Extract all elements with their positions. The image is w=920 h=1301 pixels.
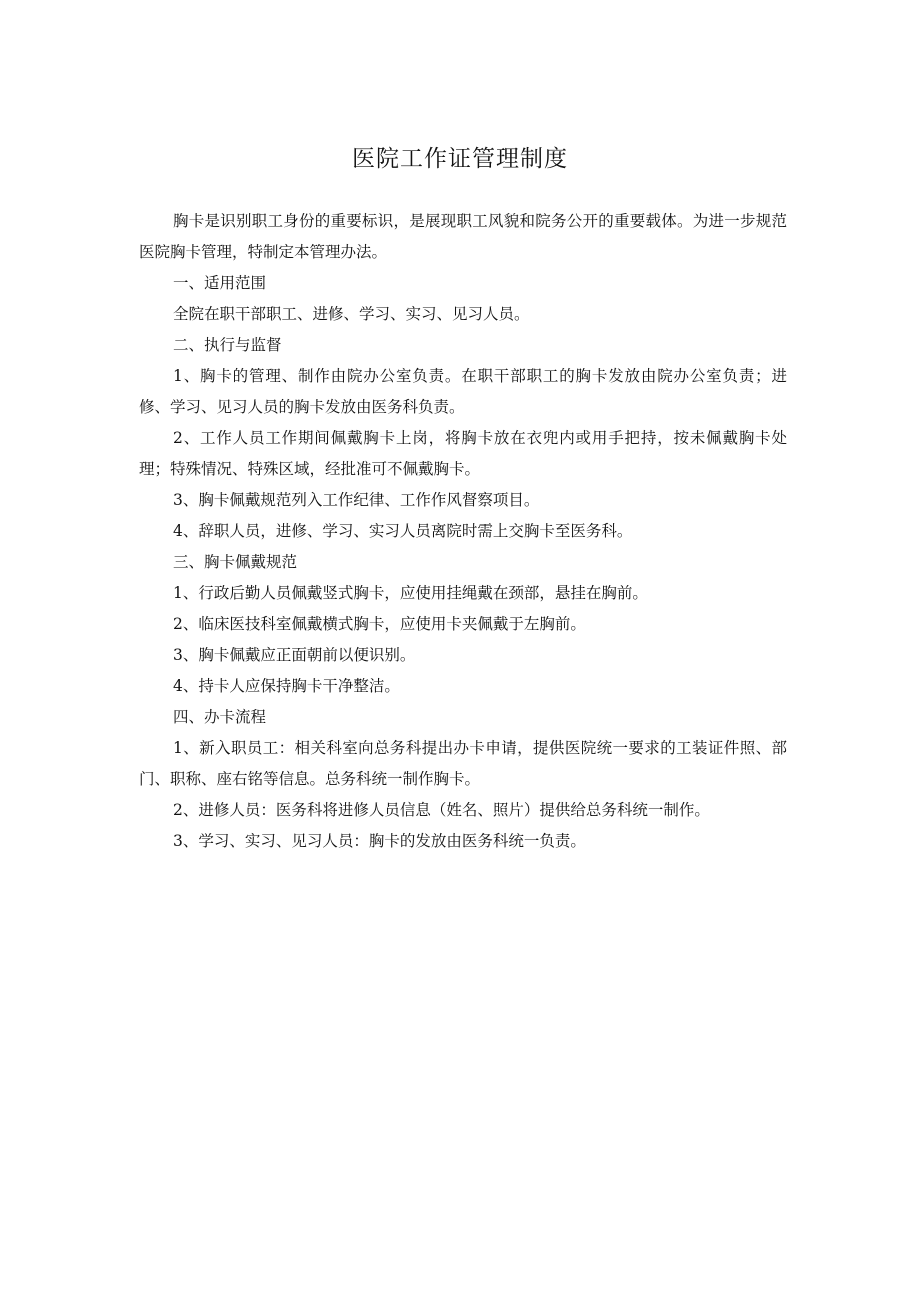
- section-heading-scope: 一、适用范围: [173, 274, 267, 292]
- intro-paragraph: 胸卡是识别职工身份的重要标识，是展现职工风貌和院务公开的重要载体。为进一步规范医院胸卡管理，特制定本管理办法。: [139, 212, 787, 261]
- execution-item-1: 1、胸卡的管理、制作由院办公室负责。在职干部职工的胸卡发放由院办公室负责；进修、学习、见习人员的胸卡发放由医务科负责。: [139, 367, 787, 416]
- wearing-item-2: 2、临床医技科室佩戴横式胸卡，应使用卡夹佩戴于左胸前。: [173, 615, 586, 633]
- scope-paragraph: 全院在职干部职工、进修、学习、实习、见习人员。: [173, 305, 530, 323]
- section-heading-process: 四、办卡流程: [173, 708, 267, 726]
- execution-item-2: 2、工作人员工作期间佩戴胸卡上岗，将胸卡放在衣兜内或用手把持，按未佩戴胸卡处理；特殊情况、特殊区域，经批准可不佩戴胸卡。: [139, 429, 787, 478]
- wearing-item-3: 3、胸卡佩戴应正面朝前以便识别。: [173, 646, 416, 664]
- process-item-2: 2、进修人员：医务科将进修人员信息（姓名、照片）提供给总务科统一制作。: [173, 801, 710, 819]
- section-heading-execution: 二、执行与监督: [173, 336, 282, 354]
- execution-item-4: 4、辞职人员，进修、学习、实习人员离院时需上交胸卡至医务科。: [173, 522, 633, 540]
- process-item-3: 3、学习、实习、见习人员：胸卡的发放由医务科统一负责。: [173, 832, 586, 850]
- wearing-item-1: 1、行政后勤人员佩戴竖式胸卡，应使用挂绳戴在颈部，悬挂在胸前。: [173, 584, 648, 602]
- document-body: [139, 206, 787, 857]
- wearing-item-4: 4、持卡人应保持胸卡干净整洁。: [173, 677, 400, 695]
- process-item-1: 1、新入职员工：相关科室向总务科提出办卡申请，提供医院统一要求的工装证件照、部门、职称、座右铭等信息。总务科统一制作胸卡。: [139, 739, 787, 788]
- document-title: 医院工作证管理制度: [352, 146, 568, 172]
- execution-item-3: 3、胸卡佩戴规范列入工作纪律、工作作风督察项目。: [173, 491, 540, 509]
- section-heading-wearing: 三、胸卡佩戴规范: [173, 553, 298, 571]
